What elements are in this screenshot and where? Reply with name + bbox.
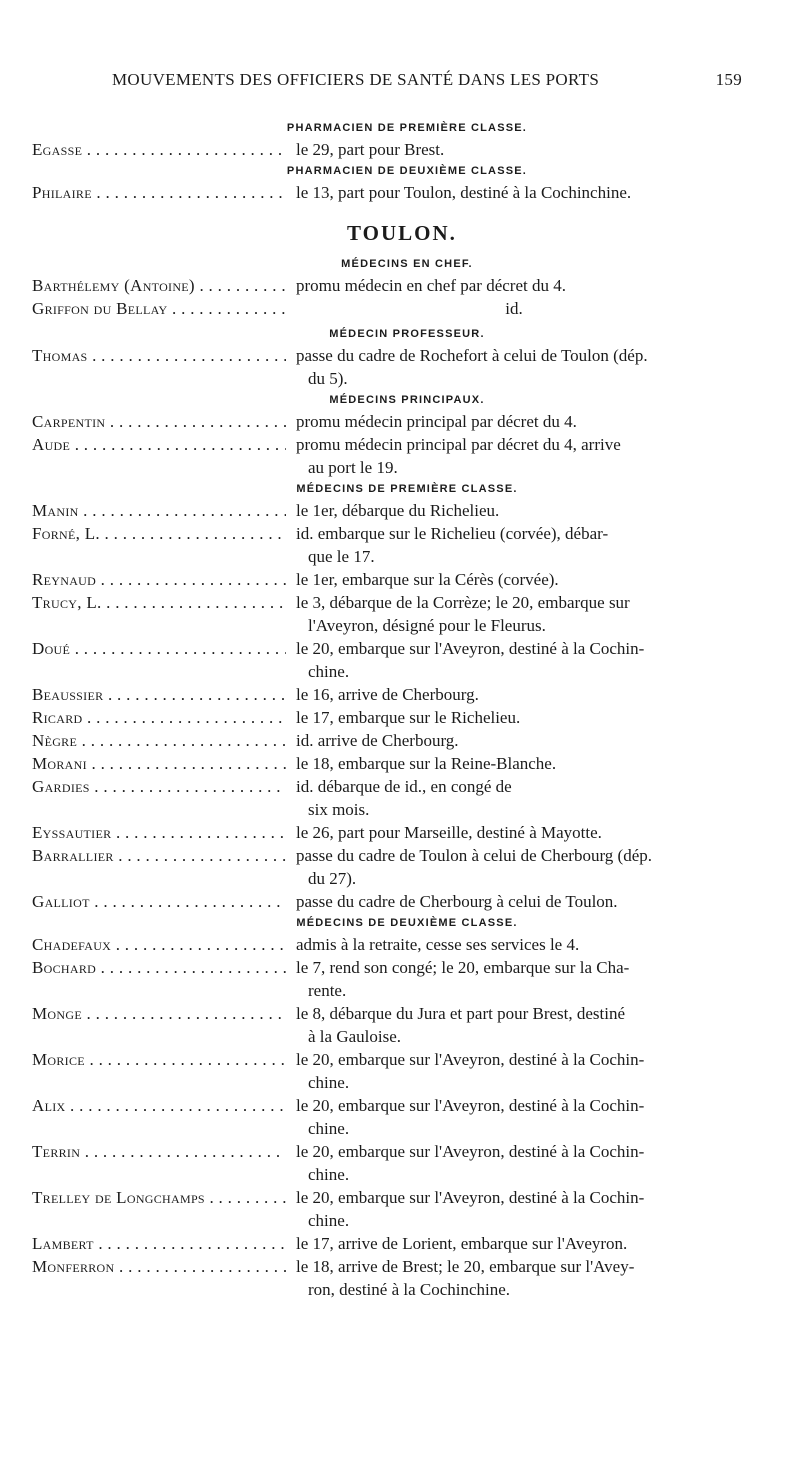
officer-entry bbox=[32, 683, 742, 706]
officer-entry bbox=[32, 591, 742, 637]
officer-name: Griffon du Bellay . . . bbox=[32, 297, 286, 320]
movement-text-line: le 8, débarque du Jura et part pour Brest, destiné bbox=[296, 1004, 626, 1023]
movement-text bbox=[286, 568, 742, 591]
movement-text-line: le 1er, débarque du Richelieu. bbox=[296, 501, 500, 520]
movement-text-line: promu médecin principal par décret du 4, arrive bbox=[296, 435, 621, 454]
movement-text bbox=[286, 433, 742, 479]
section-heading: PHARMACIEN DE DEUXIÈME CLASSE. bbox=[286, 165, 528, 177]
officer-entry bbox=[32, 274, 742, 297]
officer-name: Carpentin . . . bbox=[32, 410, 286, 433]
movement-text-line: id. arrive de Cherbourg. bbox=[296, 731, 459, 750]
officer-name: Monferron . . . bbox=[32, 1255, 286, 1278]
movement-text-continuation: au port le 19. bbox=[308, 458, 398, 477]
movement-text-continuation: que le 17. bbox=[308, 547, 375, 566]
city-title: TOULON. bbox=[347, 221, 457, 245]
movement-text-continuation: six mois. bbox=[308, 800, 370, 819]
movement-text bbox=[286, 752, 742, 775]
officer-name: Monge . . . bbox=[32, 1002, 286, 1025]
movement-text-line: le 7, rend son congé; le 20, embarque sur la Cha- bbox=[296, 958, 630, 977]
movement-text bbox=[286, 1255, 742, 1301]
section-heading: MÉDECINS DE DEUXIÈME CLASSE. bbox=[296, 917, 518, 929]
movement-text bbox=[286, 933, 742, 956]
officer-entry bbox=[32, 706, 742, 729]
movement-text bbox=[286, 522, 742, 568]
movement-text-line: le 1er, embarque sur la Cérès (corvée). bbox=[296, 570, 559, 589]
officer-entry bbox=[32, 1048, 742, 1094]
movement-text-continuation: rente. bbox=[308, 981, 347, 1000]
officer-entry bbox=[32, 410, 742, 433]
movement-text bbox=[286, 1140, 742, 1186]
movement-text bbox=[286, 821, 742, 844]
movement-text bbox=[286, 344, 742, 390]
officer-entry bbox=[32, 775, 742, 821]
movement-text bbox=[286, 297, 742, 320]
movement-text bbox=[286, 410, 742, 433]
movement-text bbox=[286, 499, 742, 522]
movement-text-line: le 20, embarque sur l'Aveyron, destiné à la Cochin- bbox=[296, 1142, 645, 1161]
officer-name: Philaire . . . bbox=[32, 181, 286, 204]
entry-list bbox=[32, 344, 742, 390]
movement-text-line: le 20, embarque sur l'Aveyron, destiné à la Cochin- bbox=[296, 639, 645, 658]
officer-entry bbox=[32, 1232, 742, 1255]
movement-text-continuation: ron, destiné à la Cochinchine. bbox=[308, 1280, 511, 1299]
officer-entry bbox=[32, 637, 742, 683]
officer-entry bbox=[32, 1140, 742, 1186]
movement-text-continuation: à la Gauloise. bbox=[308, 1027, 401, 1046]
movement-text-continuation: chine. bbox=[308, 1073, 350, 1092]
officer-name: Barrallier . . . bbox=[32, 844, 286, 867]
officer-name: Terrin . . . bbox=[32, 1140, 286, 1163]
officer-entry bbox=[32, 499, 742, 522]
movement-text-line: le 16, arrive de Cherbourg. bbox=[296, 685, 479, 704]
officer-name: Nègre . . . bbox=[32, 729, 286, 752]
officer-entry bbox=[32, 844, 742, 890]
movement-text-line: le 13, part pour Toulon, destiné à la Cochinchine. bbox=[296, 183, 632, 202]
officer-entry bbox=[32, 729, 742, 752]
movement-text bbox=[286, 181, 742, 204]
movement-text-line: id. débarque de id., en congé de bbox=[296, 777, 512, 796]
running-header bbox=[112, 70, 742, 98]
officer-name: Reynaud . . . bbox=[32, 568, 286, 591]
movement-text bbox=[286, 729, 742, 752]
page-number: 159 bbox=[715, 70, 742, 89]
movement-text-line: le 17, embarque sur le Richelieu. bbox=[296, 708, 521, 727]
entry-list bbox=[32, 499, 742, 913]
officer-name: Thomas . . . bbox=[32, 344, 286, 367]
officer-name: Barthélemy (Antoine) . . . bbox=[32, 274, 286, 297]
movement-text-line: le 3, débarque de la Corrèze; le 20, embarque sur bbox=[296, 593, 630, 612]
officer-entry bbox=[32, 522, 742, 568]
officer-entry bbox=[32, 181, 742, 204]
officer-name: Aude . . . bbox=[32, 433, 286, 456]
movement-text bbox=[286, 1094, 742, 1140]
movement-text bbox=[286, 591, 742, 637]
movement-text-line: admis à la retraite, cesse ses services le 4. bbox=[296, 935, 580, 954]
movement-text-line: passe du cadre de Toulon à celui de Cherbourg (dép. bbox=[296, 846, 653, 865]
officer-name: Morani . . . bbox=[32, 752, 286, 775]
movement-text bbox=[286, 138, 742, 161]
officer-entry bbox=[32, 890, 742, 913]
officer-entry bbox=[32, 433, 742, 479]
movement-text bbox=[286, 1186, 742, 1232]
officer-name: Manin . . . bbox=[32, 499, 286, 522]
movement-text bbox=[286, 683, 742, 706]
officer-name: Galliot . . . bbox=[32, 890, 286, 913]
entry-list bbox=[32, 138, 742, 161]
officer-name: Trucy, L. . . . bbox=[32, 591, 286, 614]
officer-entry bbox=[32, 138, 742, 161]
movement-text-line: le 20, embarque sur l'Aveyron, destiné à la Cochin- bbox=[296, 1050, 645, 1069]
movement-text-continuation: chine. bbox=[308, 1165, 350, 1184]
officer-entry bbox=[32, 1186, 742, 1232]
movement-text-continuation: du 27). bbox=[308, 869, 357, 888]
section-heading: MÉDECINS DE PREMIÈRE CLASSE. bbox=[296, 483, 518, 495]
movement-text bbox=[286, 890, 742, 913]
officer-entry bbox=[32, 1255, 742, 1301]
movement-text-line: passe du cadre de Cherbourg à celui de Toulon. bbox=[296, 892, 618, 911]
officer-name: Ricard . . . bbox=[32, 706, 286, 729]
movement-text-continuation: du 5). bbox=[308, 369, 348, 388]
officer-name: Alix . . . bbox=[32, 1094, 286, 1117]
officer-entry bbox=[32, 752, 742, 775]
movement-text-line: le 26, part pour Marseille, destiné à Mayotte. bbox=[296, 823, 602, 842]
movement-text-continuation: chine. bbox=[308, 1119, 350, 1138]
movement-text bbox=[286, 706, 742, 729]
movement-text bbox=[286, 274, 742, 297]
officer-name: Forné, L. . . . bbox=[32, 522, 286, 545]
officer-entry bbox=[32, 956, 742, 1002]
movement-text-line: le 29, part pour Brest. bbox=[296, 140, 445, 159]
movement-text bbox=[286, 1002, 742, 1048]
movement-text-line: le 18, arrive de Brest; le 20, embarque sur l'Avey- bbox=[296, 1257, 635, 1276]
entry-list bbox=[32, 933, 742, 1301]
officer-entry bbox=[32, 1002, 742, 1048]
officer-entry bbox=[32, 297, 742, 320]
officer-name: Lambert . . . bbox=[32, 1232, 286, 1255]
officer-entry bbox=[32, 1094, 742, 1140]
movement-text-continuation: chine. bbox=[308, 1211, 350, 1230]
section-heading: MÉDECIN PROFESSEUR. bbox=[329, 328, 485, 340]
officer-entry bbox=[32, 933, 742, 956]
officer-entry bbox=[32, 821, 742, 844]
movement-text-continuation: l'Aveyron, désigné pour le Fleurus. bbox=[308, 616, 546, 635]
movement-text-line: id. embarque sur le Richelieu (corvée), débar- bbox=[296, 524, 609, 543]
movement-text bbox=[286, 956, 742, 1002]
running-title: MOUVEMENTS DES OFFICIERS DE SANTÉ DANS LES PORTS bbox=[112, 70, 600, 89]
officer-name: Gardies . . . bbox=[32, 775, 286, 798]
movement-text bbox=[286, 775, 742, 821]
movement-text-line: passe du cadre de Rochefort à celui de Toulon (dép. bbox=[296, 346, 648, 365]
section-heading: MÉDECINS PRINCIPAUX. bbox=[329, 394, 485, 406]
officer-name: Trelley de Longchamps . . . bbox=[32, 1186, 286, 1209]
officer-name: Beaussier . . . bbox=[32, 683, 286, 706]
officer-entry bbox=[32, 568, 742, 591]
movement-text-line: id. bbox=[505, 299, 523, 318]
movement-text-line: le 17, arrive de Lorient, embarque sur l'Aveyron. bbox=[296, 1234, 628, 1253]
officer-name: Chadefaux . . . bbox=[32, 933, 286, 956]
entry-list bbox=[32, 274, 742, 320]
movement-text-continuation: chine. bbox=[308, 662, 350, 681]
movement-text-line: le 18, embarque sur la Reine-Blanche. bbox=[296, 754, 557, 773]
officer-entry bbox=[32, 344, 742, 390]
movement-text bbox=[286, 844, 742, 890]
officer-name: Morice . . . bbox=[32, 1048, 286, 1071]
page-content bbox=[32, 118, 742, 1301]
officer-name: Egasse . . . bbox=[32, 138, 286, 161]
movement-text-line: le 20, embarque sur l'Aveyron, destiné à la Cochin- bbox=[296, 1188, 645, 1207]
movement-text bbox=[286, 1048, 742, 1094]
movement-text bbox=[286, 1232, 742, 1255]
movement-text bbox=[286, 637, 742, 683]
movement-text-line: promu médecin en chef par décret du 4. bbox=[296, 276, 566, 295]
officer-name: Doué . . . bbox=[32, 637, 286, 660]
officer-name: Eyssautier . . . bbox=[32, 821, 286, 844]
section-heading: PHARMACIEN DE PREMIÈRE CLASSE. bbox=[286, 122, 528, 134]
entry-list bbox=[32, 410, 742, 479]
section-heading: MÉDECINS EN CHEF. bbox=[341, 258, 473, 270]
officer-name: Bochard . . . bbox=[32, 956, 286, 979]
movement-text-line: promu médecin principal par décret du 4. bbox=[296, 412, 577, 431]
entry-list bbox=[32, 181, 742, 204]
movement-text-line: le 20, embarque sur l'Aveyron, destiné à la Cochin- bbox=[296, 1096, 645, 1115]
